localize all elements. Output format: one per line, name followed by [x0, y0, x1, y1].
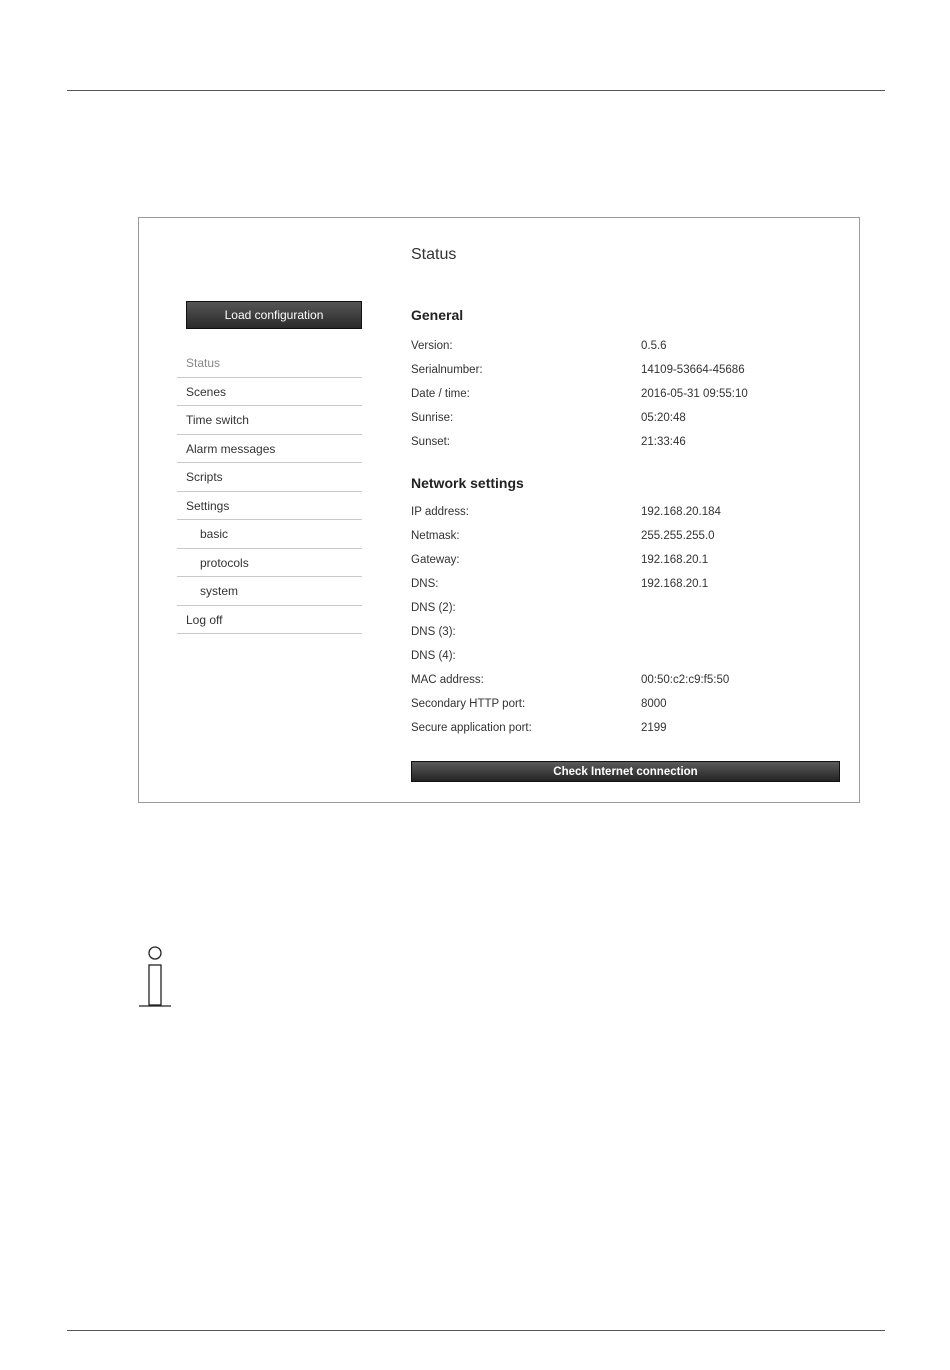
sidebar-item-log-off[interactable]: Log off [177, 606, 362, 635]
check-internet-connection-button[interactable]: Check Internet connection [411, 761, 840, 782]
info-label: Version: [411, 340, 453, 352]
load-configuration-button[interactable]: Load configuration [186, 301, 362, 329]
info-label: MAC address: [411, 674, 484, 686]
info-label: DNS (2): [411, 602, 456, 614]
sidebar-item-time-switch[interactable]: Time switch [177, 406, 362, 435]
info-value: 192.168.20.1 [641, 554, 709, 566]
info-value: 05:20:48 [641, 412, 686, 424]
sidebar-item-status[interactable]: Status [177, 349, 362, 378]
info-row-gateway [411, 554, 841, 574]
info-value: 14109-53664-45686 [641, 364, 745, 376]
info-row-date-time [411, 388, 841, 408]
status-window [138, 217, 860, 803]
info-label: DNS: [411, 578, 439, 590]
sidebar-item-basic[interactable]: basic [177, 520, 362, 549]
info-value: 2016-05-31 09:55:10 [641, 388, 748, 400]
info-label: Secondary HTTP port: [411, 698, 526, 710]
sidebar-nav [177, 349, 362, 634]
info-row-netmask [411, 530, 841, 550]
info-label: Serialnumber: [411, 364, 483, 376]
info-row-ip-address [411, 506, 841, 526]
info-label: Date / time: [411, 388, 470, 400]
info-row-secure-application-port [411, 722, 841, 742]
info-label: Secure application port: [411, 722, 532, 734]
info-row-dns [411, 578, 841, 598]
info-label: Sunset: [411, 436, 450, 448]
info-value: 192.168.20.1 [641, 578, 709, 590]
info-value: 0.5.6 [641, 340, 667, 352]
info-label: Sunrise: [411, 412, 454, 424]
sidebar-item-settings[interactable]: Settings [177, 492, 362, 521]
sidebar-item-scripts[interactable]: Scripts [177, 463, 362, 492]
info-label: DNS (3): [411, 626, 456, 638]
sidebar-item-protocols[interactable]: protocols [177, 549, 362, 578]
info-row-version [411, 340, 841, 360]
general-heading: General [411, 307, 464, 323]
info-label: DNS (4): [411, 650, 456, 662]
info-value: 21:33:46 [641, 436, 686, 448]
network-settings-heading: Network settings [411, 475, 524, 491]
info-row-dns-3 [411, 626, 841, 646]
info-row-secondary-http-port [411, 698, 841, 718]
header-rule [67, 90, 885, 91]
page-title: Status [411, 246, 457, 263]
info-icon [137, 945, 173, 1009]
info-row-dns-4 [411, 650, 841, 670]
sidebar-item-scenes[interactable]: Scenes [177, 378, 362, 407]
info-value: 8000 [641, 698, 667, 710]
info-row-serialnumber [411, 364, 841, 384]
info-row-sunrise [411, 412, 841, 432]
sidebar-item-system[interactable]: system [177, 577, 362, 606]
info-value: 2199 [641, 722, 667, 734]
info-label: Netmask: [411, 530, 460, 542]
info-value: 00:50:c2:c9:f5:50 [641, 674, 730, 686]
info-value: 192.168.20.184 [641, 506, 721, 518]
info-row-mac-address [411, 674, 841, 694]
info-row-dns-2 [411, 602, 841, 622]
info-label: IP address: [411, 506, 469, 518]
info-row-sunset [411, 436, 841, 456]
footer-rule [67, 1330, 885, 1331]
info-value: 255.255.255.0 [641, 530, 715, 542]
sidebar-item-alarm-messages[interactable]: Alarm messages [177, 435, 362, 464]
info-label: Gateway: [411, 554, 460, 566]
